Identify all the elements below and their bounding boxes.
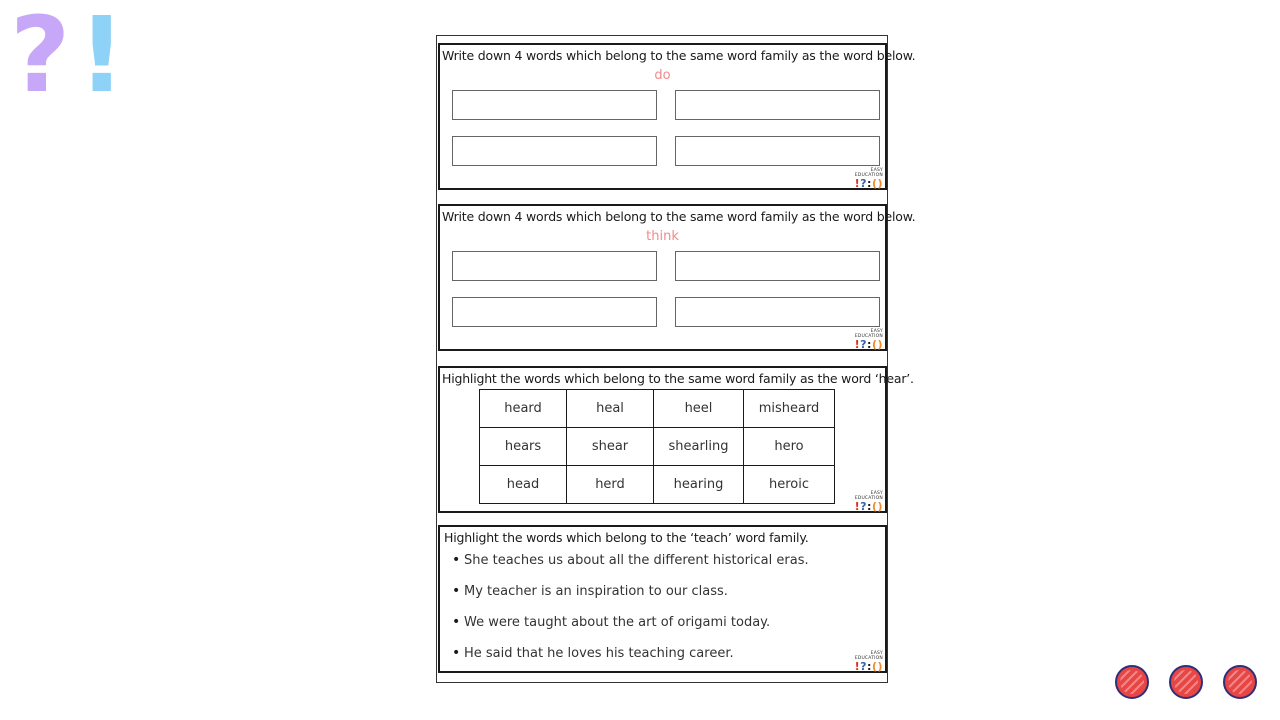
red-dot-button-2[interactable] (1169, 665, 1203, 699)
brand-logo (841, 651, 883, 673)
sentence-item[interactable]: • He said that he loves his teaching career. (452, 646, 809, 677)
highlight-teach-panel (438, 525, 887, 673)
word-cell[interactable]: misheard (744, 390, 835, 428)
brand-logo (841, 329, 883, 351)
brand-label: EASY EDUCATION (854, 329, 883, 339)
panel-instruction: Write down 4 words which belong to the same word family as the word below. (442, 209, 916, 224)
word-cell[interactable]: head (480, 466, 567, 504)
answer-box-3[interactable] (452, 297, 657, 327)
red-dot-button-1[interactable] (1115, 665, 1149, 699)
brand-logo (841, 491, 883, 513)
word-cell[interactable]: shear (567, 428, 654, 466)
grid-row (480, 390, 835, 428)
word-cell[interactable]: hero (744, 428, 835, 466)
brand-logo (841, 168, 883, 190)
brand-label: EASY EDUCATION (854, 651, 883, 661)
word-family-panel-do (438, 43, 916, 190)
red-dot-button-3[interactable] (1223, 665, 1257, 699)
panel-instruction: Highlight the words which belong to the same word family as the word ‘hear’. (442, 371, 914, 386)
panel-instruction: Write down 4 words which belong to the same word family as the word below. (442, 48, 916, 63)
word-cell[interactable]: heal (567, 390, 654, 428)
brand-mark: !?:() (854, 500, 883, 513)
answer-box-2[interactable] (675, 251, 880, 281)
word-cell[interactable]: shearling (654, 428, 744, 466)
answer-box-4[interactable] (675, 136, 880, 166)
highlight-hear-panel (438, 366, 914, 513)
grid-row (480, 466, 835, 504)
answer-box-4[interactable] (675, 297, 880, 327)
sentence-item[interactable]: • My teacher is an inspiration to our class. (452, 584, 809, 615)
answer-box-1[interactable] (452, 90, 657, 120)
word-grid (479, 389, 835, 504)
word-cell[interactable]: hearing (654, 466, 744, 504)
brand-label: EASY EDUCATION (854, 491, 883, 501)
word-cell[interactable]: herd (567, 466, 654, 504)
brand-mark: !?:() (854, 660, 883, 673)
word-cell[interactable]: heroic (744, 466, 835, 504)
sentence-item[interactable]: • She teaches us about all the different historical eras. (452, 553, 809, 584)
grid-row (480, 428, 835, 466)
exclamation-mark-logo: ! (78, 0, 126, 116)
word-family-panel-think (438, 204, 916, 351)
target-word: think (646, 229, 679, 244)
panel-instruction: Highlight the words which belong to the ‘teach’ word family. (444, 530, 809, 545)
answer-box-3[interactable] (452, 136, 657, 166)
answer-box-2[interactable] (675, 90, 880, 120)
question-mark-logo: ? (10, 0, 71, 116)
sentence-item[interactable]: • We were taught about the art of origami today. (452, 615, 809, 646)
target-word: do (654, 68, 671, 83)
worksheet (436, 35, 916, 683)
answer-box-1[interactable] (452, 251, 657, 281)
brand-label: EASY EDUCATION (854, 168, 883, 178)
word-cell[interactable]: hears (480, 428, 567, 466)
word-cell[interactable]: heel (654, 390, 744, 428)
brand-mark: !?:() (854, 338, 883, 351)
brand-mark: !?:() (854, 177, 883, 190)
sentence-list (452, 553, 809, 677)
word-cell[interactable]: heard (480, 390, 567, 428)
